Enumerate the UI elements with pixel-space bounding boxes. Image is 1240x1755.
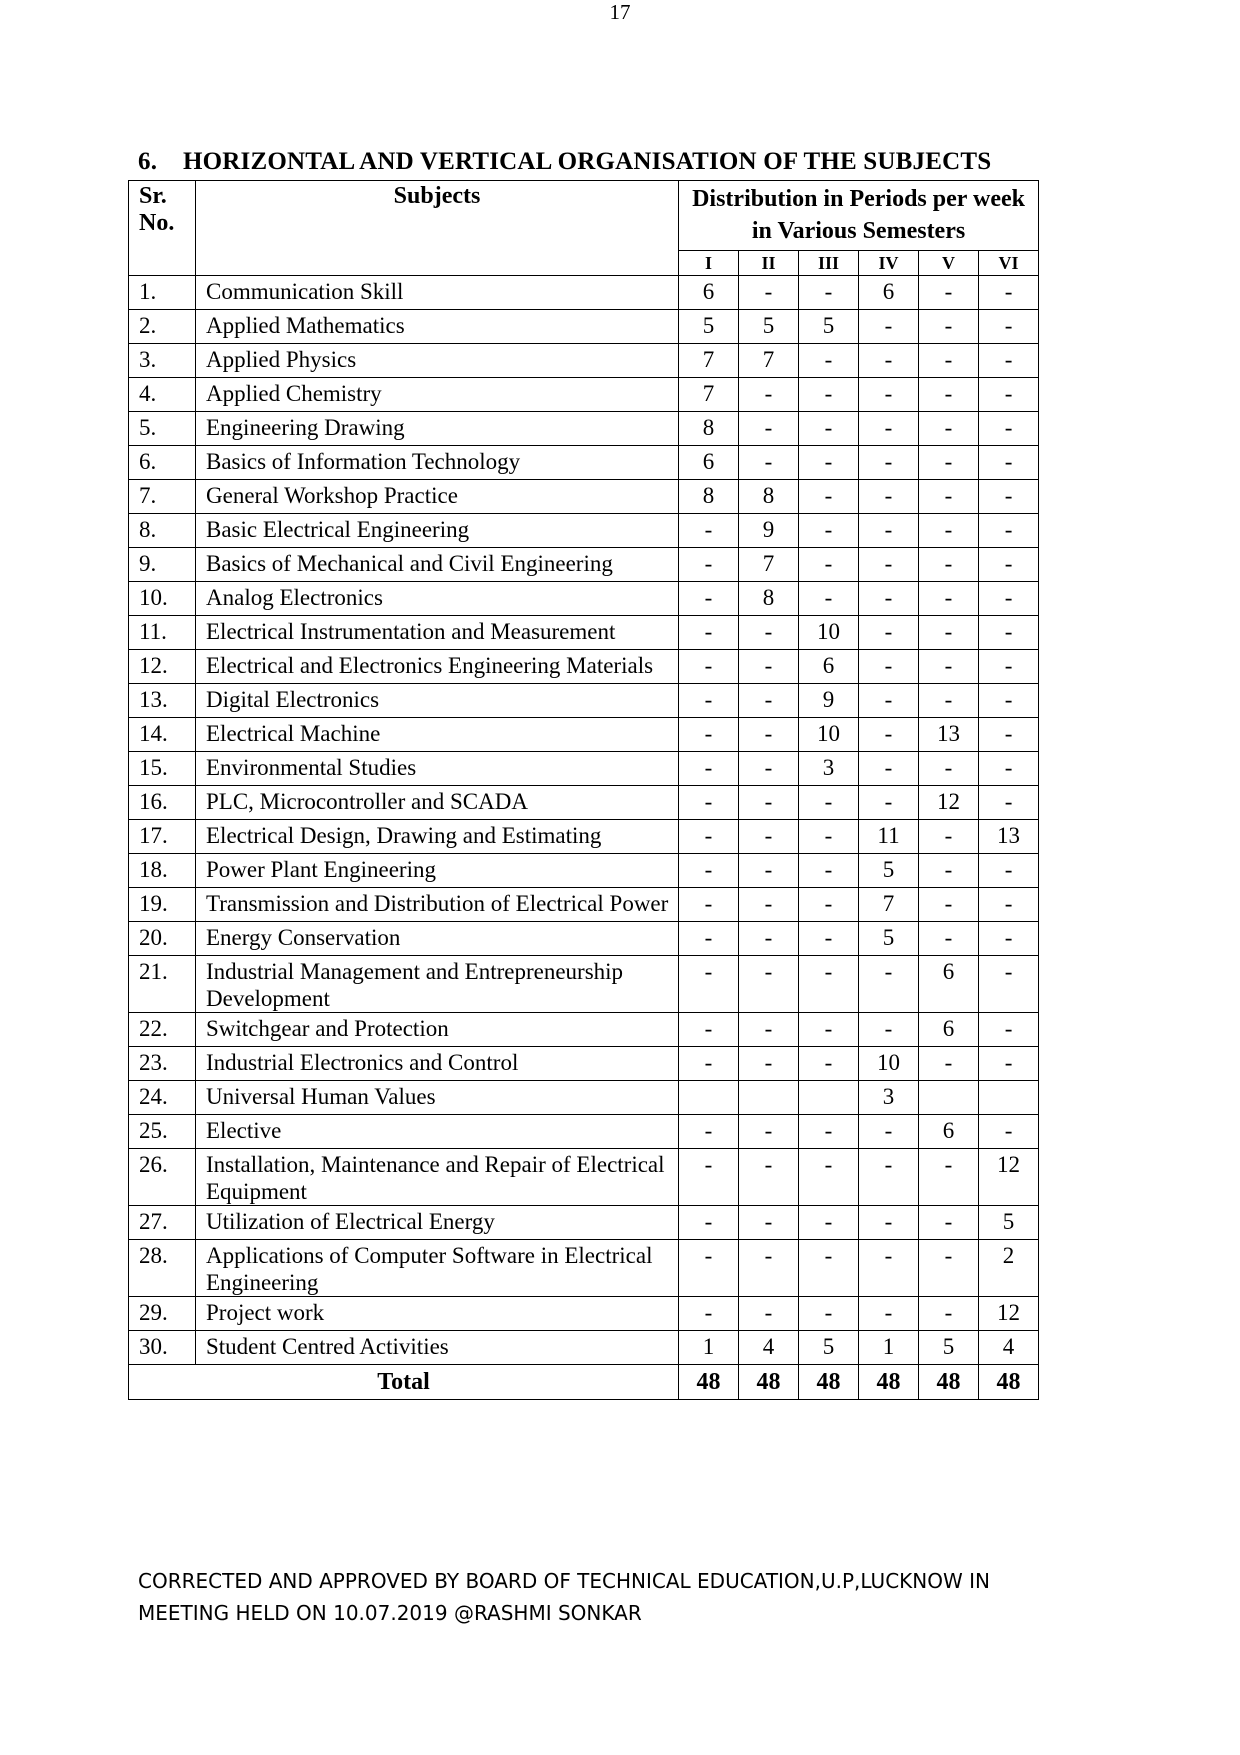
serial-number: 1. bbox=[129, 276, 196, 310]
period-value: - bbox=[799, 854, 859, 888]
period-value: - bbox=[799, 1013, 859, 1047]
period-value: - bbox=[739, 650, 799, 684]
period-value: 3 bbox=[859, 1081, 919, 1115]
period-value: - bbox=[679, 548, 739, 582]
period-value: - bbox=[919, 412, 979, 446]
period-value: - bbox=[979, 854, 1039, 888]
table-row bbox=[129, 344, 1039, 378]
period-value: - bbox=[679, 1013, 739, 1047]
period-value: - bbox=[919, 922, 979, 956]
period-value: - bbox=[799, 1297, 859, 1331]
period-value: - bbox=[679, 1206, 739, 1240]
table-row bbox=[129, 1297, 1039, 1331]
header-semester: II bbox=[739, 251, 799, 276]
table-row bbox=[129, 480, 1039, 514]
period-value: - bbox=[799, 276, 859, 310]
section-title bbox=[138, 148, 991, 176]
period-value: - bbox=[739, 820, 799, 854]
period-value: 7 bbox=[739, 344, 799, 378]
period-value: - bbox=[979, 344, 1039, 378]
period-value: 12 bbox=[979, 1149, 1039, 1206]
period-value: - bbox=[739, 1206, 799, 1240]
table-row bbox=[129, 1013, 1039, 1047]
period-value: - bbox=[979, 548, 1039, 582]
period-value: 7 bbox=[859, 888, 919, 922]
table-row bbox=[129, 616, 1039, 650]
subjects-table bbox=[128, 180, 1039, 1400]
table-row bbox=[129, 1081, 1039, 1115]
period-value: - bbox=[799, 1047, 859, 1081]
total-row bbox=[129, 1365, 1039, 1400]
serial-number: 3. bbox=[129, 344, 196, 378]
period-value: 5 bbox=[739, 310, 799, 344]
serial-number: 29. bbox=[129, 1297, 196, 1331]
serial-number: 27. bbox=[129, 1206, 196, 1240]
footer-note bbox=[138, 1565, 990, 1629]
period-value: - bbox=[979, 480, 1039, 514]
period-value: - bbox=[739, 922, 799, 956]
period-value: - bbox=[979, 650, 1039, 684]
period-value: - bbox=[859, 582, 919, 616]
table-row bbox=[129, 820, 1039, 854]
period-value: - bbox=[979, 752, 1039, 786]
period-value: - bbox=[979, 922, 1039, 956]
period-value: - bbox=[859, 548, 919, 582]
serial-number: 20. bbox=[129, 922, 196, 956]
table-row bbox=[129, 446, 1039, 480]
subject-name: Applications of Computer Software in Electrical Engineering bbox=[196, 1240, 679, 1297]
total-value: 48 bbox=[919, 1365, 979, 1400]
period-value: - bbox=[919, 276, 979, 310]
serial-number: 12. bbox=[129, 650, 196, 684]
period-value: - bbox=[739, 786, 799, 820]
table-row bbox=[129, 412, 1039, 446]
serial-number: 22. bbox=[129, 1013, 196, 1047]
period-value: - bbox=[739, 616, 799, 650]
period-value: 6 bbox=[859, 276, 919, 310]
serial-number: 19. bbox=[129, 888, 196, 922]
period-value: 8 bbox=[739, 582, 799, 616]
subject-name: Elective bbox=[196, 1115, 679, 1149]
subject-name: Electrical and Electronics Engineering Materials bbox=[196, 650, 679, 684]
period-value: - bbox=[979, 378, 1039, 412]
section-number: 6. bbox=[138, 148, 158, 175]
period-value: 8 bbox=[679, 412, 739, 446]
table-row bbox=[129, 1206, 1039, 1240]
period-value: - bbox=[799, 514, 859, 548]
period-value: - bbox=[679, 888, 739, 922]
period-value: - bbox=[739, 1115, 799, 1149]
period-value: - bbox=[979, 514, 1039, 548]
period-value: 10 bbox=[799, 616, 859, 650]
subject-name: Energy Conservation bbox=[196, 922, 679, 956]
period-value: - bbox=[799, 344, 859, 378]
period-value: - bbox=[799, 1206, 859, 1240]
subject-name: Analog Electronics bbox=[196, 582, 679, 616]
period-value: - bbox=[679, 820, 739, 854]
serial-number: 10. bbox=[129, 582, 196, 616]
period-value: - bbox=[739, 276, 799, 310]
period-value: - bbox=[859, 1240, 919, 1297]
period-value: - bbox=[979, 956, 1039, 1013]
table-row bbox=[129, 752, 1039, 786]
footer-line-1: CORRECTED AND APPROVED BY BOARD OF TECHNICAL EDUCATION,U.P,LUCKNOW IN bbox=[138, 1569, 990, 1593]
period-value: - bbox=[919, 514, 979, 548]
period-value: - bbox=[859, 752, 919, 786]
serial-number: 8. bbox=[129, 514, 196, 548]
period-value: 4 bbox=[979, 1331, 1039, 1365]
period-value: - bbox=[919, 1149, 979, 1206]
serial-number: 15. bbox=[129, 752, 196, 786]
period-value: - bbox=[799, 820, 859, 854]
table-row bbox=[129, 718, 1039, 752]
period-value: - bbox=[859, 446, 919, 480]
total-value: 48 bbox=[859, 1365, 919, 1400]
period-value: - bbox=[859, 480, 919, 514]
period-value bbox=[919, 1081, 979, 1115]
subject-name: Applied Chemistry bbox=[196, 378, 679, 412]
period-value: - bbox=[979, 582, 1039, 616]
period-value: - bbox=[679, 1047, 739, 1081]
period-value: - bbox=[799, 956, 859, 1013]
period-value: - bbox=[799, 786, 859, 820]
period-value: - bbox=[799, 480, 859, 514]
period-value: - bbox=[799, 548, 859, 582]
period-value: - bbox=[859, 1297, 919, 1331]
table-row bbox=[129, 650, 1039, 684]
subject-name: Environmental Studies bbox=[196, 752, 679, 786]
period-value: 13 bbox=[919, 718, 979, 752]
table-row bbox=[129, 922, 1039, 956]
header-semester: V bbox=[919, 251, 979, 276]
period-value: - bbox=[739, 412, 799, 446]
period-value: - bbox=[799, 1149, 859, 1206]
subject-name: Installation, Maintenance and Repair of Electrical Equipment bbox=[196, 1149, 679, 1206]
subject-name: Digital Electronics bbox=[196, 684, 679, 718]
period-value: - bbox=[979, 888, 1039, 922]
period-value: - bbox=[679, 616, 739, 650]
period-value: - bbox=[859, 514, 919, 548]
serial-number: 23. bbox=[129, 1047, 196, 1081]
period-value: - bbox=[679, 514, 739, 548]
serial-number: 21. bbox=[129, 956, 196, 1013]
serial-number: 18. bbox=[129, 854, 196, 888]
period-value: - bbox=[679, 1115, 739, 1149]
period-value: 8 bbox=[679, 480, 739, 514]
period-value: - bbox=[679, 650, 739, 684]
period-value: - bbox=[919, 854, 979, 888]
period-value: - bbox=[679, 684, 739, 718]
subject-name: Industrial Electronics and Control bbox=[196, 1047, 679, 1081]
subject-name: Project work bbox=[196, 1297, 679, 1331]
period-value: - bbox=[679, 1240, 739, 1297]
period-value: - bbox=[739, 718, 799, 752]
period-value: - bbox=[799, 1240, 859, 1297]
total-value: 48 bbox=[979, 1365, 1039, 1400]
period-value: 7 bbox=[679, 344, 739, 378]
period-value: - bbox=[739, 752, 799, 786]
period-value: 6 bbox=[919, 956, 979, 1013]
period-value: - bbox=[859, 1115, 919, 1149]
period-value: - bbox=[739, 888, 799, 922]
period-value: - bbox=[799, 888, 859, 922]
period-value: - bbox=[979, 616, 1039, 650]
period-value: - bbox=[919, 480, 979, 514]
period-value: - bbox=[919, 684, 979, 718]
period-value: - bbox=[919, 888, 979, 922]
period-value: - bbox=[679, 854, 739, 888]
subject-name: PLC, Microcontroller and SCADA bbox=[196, 786, 679, 820]
subject-name: Transmission and Distribution of Electrical Power bbox=[196, 888, 679, 922]
subject-name: Student Centred Activities bbox=[196, 1331, 679, 1365]
period-value: - bbox=[979, 412, 1039, 446]
period-value: 9 bbox=[739, 514, 799, 548]
header-row bbox=[129, 181, 1039, 251]
period-value: - bbox=[859, 1206, 919, 1240]
serial-number: 2. bbox=[129, 310, 196, 344]
period-value: 7 bbox=[739, 548, 799, 582]
period-value: 4 bbox=[739, 1331, 799, 1365]
period-value: - bbox=[799, 582, 859, 616]
period-value: 1 bbox=[859, 1331, 919, 1365]
period-value: 12 bbox=[919, 786, 979, 820]
period-value: - bbox=[799, 1115, 859, 1149]
period-value: - bbox=[979, 1047, 1039, 1081]
period-value bbox=[979, 1081, 1039, 1115]
period-value: - bbox=[799, 922, 859, 956]
period-value: - bbox=[859, 786, 919, 820]
table-row bbox=[129, 1331, 1039, 1365]
serial-number: 30. bbox=[129, 1331, 196, 1365]
period-value: - bbox=[979, 684, 1039, 718]
period-value: 10 bbox=[799, 718, 859, 752]
period-value: - bbox=[919, 1206, 979, 1240]
period-value: 11 bbox=[859, 820, 919, 854]
footer-line-2: MEETING HELD ON 10.07.2019 @RASHMI SONKAR bbox=[138, 1601, 642, 1625]
subject-name: Communication Skill bbox=[196, 276, 679, 310]
period-value: - bbox=[679, 752, 739, 786]
header-semester: VI bbox=[979, 251, 1039, 276]
subject-name: Universal Human Values bbox=[196, 1081, 679, 1115]
period-value: - bbox=[679, 1149, 739, 1206]
period-value: - bbox=[799, 378, 859, 412]
period-value: - bbox=[859, 378, 919, 412]
period-value: - bbox=[919, 344, 979, 378]
table-row bbox=[129, 378, 1039, 412]
serial-number: 6. bbox=[129, 446, 196, 480]
period-value: - bbox=[799, 412, 859, 446]
period-value: - bbox=[679, 922, 739, 956]
period-value: - bbox=[919, 378, 979, 412]
subject-name: Electrical Design, Drawing and Estimating bbox=[196, 820, 679, 854]
period-value: - bbox=[739, 684, 799, 718]
total-value: 48 bbox=[799, 1365, 859, 1400]
period-value: 1 bbox=[679, 1331, 739, 1365]
serial-number: 24. bbox=[129, 1081, 196, 1115]
table-row bbox=[129, 1047, 1039, 1081]
serial-number: 9. bbox=[129, 548, 196, 582]
serial-number: 11. bbox=[129, 616, 196, 650]
period-value: - bbox=[679, 718, 739, 752]
period-value: 5 bbox=[679, 310, 739, 344]
total-value: 48 bbox=[679, 1365, 739, 1400]
period-value: 12 bbox=[979, 1297, 1039, 1331]
period-value: - bbox=[739, 854, 799, 888]
subject-name: Basics of Information Technology bbox=[196, 446, 679, 480]
page-number: 17 bbox=[609, 0, 631, 24]
period-value: 13 bbox=[979, 820, 1039, 854]
period-value: - bbox=[859, 718, 919, 752]
header-semester: IV bbox=[859, 251, 919, 276]
period-value: - bbox=[679, 1297, 739, 1331]
serial-number: 25. bbox=[129, 1115, 196, 1149]
serial-number: 5. bbox=[129, 412, 196, 446]
period-value: - bbox=[859, 616, 919, 650]
serial-number: 28. bbox=[129, 1240, 196, 1297]
period-value: - bbox=[979, 446, 1039, 480]
table-row bbox=[129, 276, 1039, 310]
table-row bbox=[129, 854, 1039, 888]
period-value: - bbox=[739, 1149, 799, 1206]
period-value: 7 bbox=[679, 378, 739, 412]
period-value bbox=[679, 1081, 739, 1115]
period-value: 6 bbox=[919, 1115, 979, 1149]
header-distribution: Distribution in Periods per week in Various Semesters bbox=[679, 181, 1039, 251]
period-value: 6 bbox=[679, 276, 739, 310]
table-row bbox=[129, 582, 1039, 616]
period-value: - bbox=[859, 344, 919, 378]
period-value: - bbox=[739, 1240, 799, 1297]
header-sr-no: Sr. No. bbox=[129, 181, 196, 276]
period-value: - bbox=[679, 956, 739, 1013]
period-value: 2 bbox=[979, 1240, 1039, 1297]
period-value: 6 bbox=[679, 446, 739, 480]
period-value: 5 bbox=[859, 922, 919, 956]
table-row bbox=[129, 684, 1039, 718]
subject-name: Electrical Instrumentation and Measurement bbox=[196, 616, 679, 650]
period-value: - bbox=[679, 786, 739, 820]
period-value: - bbox=[919, 752, 979, 786]
subject-name: Applied Mathematics bbox=[196, 310, 679, 344]
period-value: - bbox=[979, 276, 1039, 310]
period-value: 8 bbox=[739, 480, 799, 514]
period-value: - bbox=[859, 684, 919, 718]
period-value: - bbox=[739, 1297, 799, 1331]
subject-name: Basics of Mechanical and Civil Engineering bbox=[196, 548, 679, 582]
table-row bbox=[129, 310, 1039, 344]
period-value: - bbox=[739, 956, 799, 1013]
period-value: - bbox=[859, 310, 919, 344]
header-semester: III bbox=[799, 251, 859, 276]
period-value: - bbox=[859, 956, 919, 1013]
subject-name: Applied Physics bbox=[196, 344, 679, 378]
period-value: - bbox=[739, 446, 799, 480]
subject-name: Power Plant Engineering bbox=[196, 854, 679, 888]
period-value: 5 bbox=[979, 1206, 1039, 1240]
period-value: - bbox=[739, 1013, 799, 1047]
period-value: 5 bbox=[859, 854, 919, 888]
period-value: - bbox=[979, 1013, 1039, 1047]
serial-number: 17. bbox=[129, 820, 196, 854]
period-value: - bbox=[919, 616, 979, 650]
period-value: - bbox=[679, 582, 739, 616]
period-value: - bbox=[799, 446, 859, 480]
period-value: 3 bbox=[799, 752, 859, 786]
period-value: - bbox=[979, 310, 1039, 344]
table-row bbox=[129, 1149, 1039, 1206]
period-value: - bbox=[979, 1115, 1039, 1149]
subject-name: Industrial Management and Entrepreneurship Development bbox=[196, 956, 679, 1013]
period-value: 6 bbox=[799, 650, 859, 684]
period-value: 5 bbox=[799, 310, 859, 344]
subject-name: Basic Electrical Engineering bbox=[196, 514, 679, 548]
subject-name: Switchgear and Protection bbox=[196, 1013, 679, 1047]
serial-number: 16. bbox=[129, 786, 196, 820]
serial-number: 4. bbox=[129, 378, 196, 412]
period-value: - bbox=[919, 310, 979, 344]
period-value: - bbox=[859, 1149, 919, 1206]
serial-number: 14. bbox=[129, 718, 196, 752]
period-value: - bbox=[919, 582, 979, 616]
period-value: - bbox=[919, 820, 979, 854]
period-value: - bbox=[919, 1047, 979, 1081]
total-value: 48 bbox=[739, 1365, 799, 1400]
period-value: 5 bbox=[919, 1331, 979, 1365]
subject-name: Utilization of Electrical Energy bbox=[196, 1206, 679, 1240]
total-label: Total bbox=[129, 1365, 679, 1400]
table-row bbox=[129, 1240, 1039, 1297]
subject-name: Electrical Machine bbox=[196, 718, 679, 752]
serial-number: 26. bbox=[129, 1149, 196, 1206]
table-row bbox=[129, 786, 1039, 820]
table-row bbox=[129, 1115, 1039, 1149]
serial-number: 13. bbox=[129, 684, 196, 718]
table-row bbox=[129, 956, 1039, 1013]
period-value: - bbox=[859, 412, 919, 446]
period-value: - bbox=[919, 650, 979, 684]
section-title-text: HORIZONTAL AND VERTICAL ORGANISATION OF THE SUBJECTS bbox=[183, 148, 992, 175]
period-value bbox=[739, 1081, 799, 1115]
subject-name: General Workshop Practice bbox=[196, 480, 679, 514]
period-value: - bbox=[919, 1240, 979, 1297]
header-subjects: Subjects bbox=[196, 181, 679, 276]
period-value: - bbox=[919, 1297, 979, 1331]
period-value: - bbox=[859, 1013, 919, 1047]
table-row bbox=[129, 888, 1039, 922]
table-row bbox=[129, 514, 1039, 548]
period-value: - bbox=[739, 1047, 799, 1081]
period-value: - bbox=[859, 650, 919, 684]
subject-name: Engineering Drawing bbox=[196, 412, 679, 446]
period-value bbox=[799, 1081, 859, 1115]
period-value: - bbox=[979, 718, 1039, 752]
header-semester: I bbox=[679, 251, 739, 276]
period-value: - bbox=[979, 786, 1039, 820]
serial-number: 7. bbox=[129, 480, 196, 514]
period-value: - bbox=[919, 446, 979, 480]
table-row bbox=[129, 548, 1039, 582]
period-value: 6 bbox=[919, 1013, 979, 1047]
period-value: 5 bbox=[799, 1331, 859, 1365]
period-value: 10 bbox=[859, 1047, 919, 1081]
period-value: - bbox=[739, 378, 799, 412]
period-value: - bbox=[919, 548, 979, 582]
period-value: 9 bbox=[799, 684, 859, 718]
